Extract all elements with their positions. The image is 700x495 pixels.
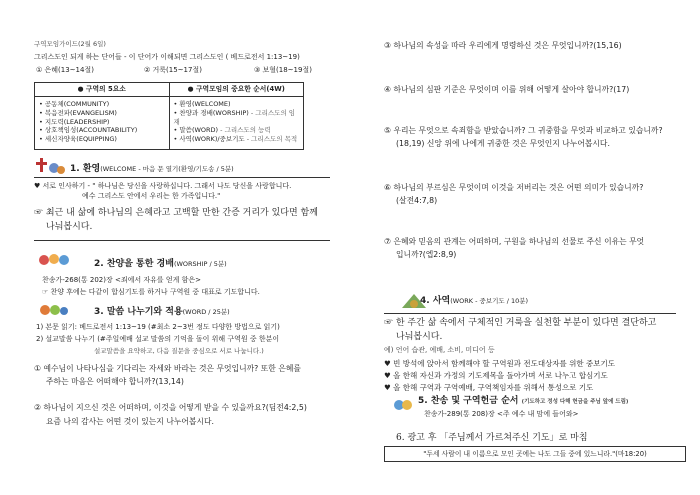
question-6: ⑥ 하나님의 부르심은 무엇이며 이것을 저버리는 것은 어떤 의미가 있습니까? bbox=[384, 183, 644, 192]
testimony-question: ☞ 최근 내 삶에 하나님의 은혜라고 고백할 만한 간증 거리가 있다면 함께 bbox=[34, 208, 318, 218]
hymn-289: 찬송가-289(통 208)장 <주 예수 내 맘에 들어와> bbox=[424, 410, 579, 418]
guide-date: 구역모임가이드(2월 6일) bbox=[34, 40, 106, 48]
welcome-icon bbox=[36, 156, 66, 178]
section-work-title: 4. 사역(WORK - 중보기도 / 10분) bbox=[420, 296, 529, 306]
divider bbox=[384, 313, 676, 314]
question-3: ③ 하나님의 속성을 따라 우리에게 명령하신 것은 무엇입니까?(15,16) bbox=[384, 41, 622, 50]
question-1: ① 예수님이 나타나심을 기다리는 자세와 바라는 것은 무엇입니까? 또한 은혜를 bbox=[34, 364, 301, 373]
section-offering-title: 5. 찬송 및 구역헌금 순서 (기도하고 정성 다해 헌금을 주님 앞에 드림) bbox=[418, 396, 629, 406]
work-example: 예) 언어 습관, 예배, 소비, 미디어 등 bbox=[384, 346, 495, 354]
list-item: • 환영(WELCOME) bbox=[173, 100, 231, 109]
question-2-b: 요즘 나의 감사는 어떤 것이 있는지 나누어봅시다. bbox=[46, 417, 214, 426]
greeting-line: ♥ 서로 인사하기 - " 하나님은 당신을 사랑하십니다. 그래서 나도 당신을 사랑합니다. bbox=[34, 182, 292, 190]
point-3: ③ 보혈(18~19절) bbox=[254, 66, 312, 74]
point-1: ① 은혜(13~14절) bbox=[36, 66, 94, 74]
point-2: ② 거룩(15~17절) bbox=[144, 66, 202, 74]
list-item: • 세신자양육(EQUIPPING) bbox=[39, 135, 117, 144]
work-question: ☞ 한 주간 삶 속에서 구체적인 거룩을 실천할 부분이 있다면 결단하고 bbox=[384, 318, 657, 328]
question-4: ④ 하나님의 심판 기준은 무엇이며 이를 위해 어떻게 살아야 합니까?(17) bbox=[384, 85, 630, 94]
worship-note: ☞ 찬양 후에는 다같이 합심기도를 하거나 구역원 중 대표로 기도합니다. bbox=[42, 288, 260, 296]
closing-instruction: 6. 광고 후 「주님께서 가르쳐주신 기도」로 마침 bbox=[396, 433, 588, 443]
sermon-share: 2) 설교말씀 나누기 (#주일예배 설교 말씀의 기억을 돌이 위해 구역원 중 한분이 bbox=[36, 335, 280, 343]
worship-icon bbox=[38, 251, 72, 267]
section-welcome-title: 1. 환영(WELCOME - 마음 문 열기(환영/기도송 / 5분) bbox=[70, 164, 234, 174]
list-item: • 공동체(COMMUNITY) bbox=[39, 100, 110, 109]
sermon-share-2: 설교말씀을 요약하고, 다음 질문을 중심으로 서로 나눕니다.) bbox=[94, 347, 264, 355]
closing-verse: "두세 사람이 내 이름으로 모인 곳에는 나도 그들 중에 있느니라."(마18:20) bbox=[384, 446, 686, 462]
section-worship-title: 2. 찬양을 통한 경배(WORSHIP / 5분) bbox=[94, 259, 227, 269]
divider bbox=[34, 240, 330, 241]
prayer-item-3: ♥ 올 한해 구역과 구역예배, 구역책임자를 위해서 통성으로 기도 bbox=[384, 383, 594, 392]
box-title: ● 구역의 5요소 bbox=[35, 83, 169, 97]
question-1-b: 주하는 마음은 어떠해야 합니까?(13,14) bbox=[46, 377, 184, 386]
section-word-title: 3. 말씀 나누기와 적용(WORD / 25분) bbox=[94, 307, 230, 317]
reading-instruction: 1) 본문 읽기: 베드로전서 1:13~19 (#최소 2~3번 정도 다양한 방법으로 읽기) bbox=[36, 323, 280, 331]
list-item: • 찬양과 경배(WORSHIP) - 그리스도의 임재 bbox=[173, 108, 296, 126]
list-item: • 지도력(LEADERSHIP) bbox=[39, 117, 110, 126]
divider bbox=[34, 177, 330, 178]
prayer-item-2: ♥ 올 한해 자신과 가정의 기도제목을 돌아가며 서로 나누고 합심기도 bbox=[384, 371, 608, 380]
four-w-box bbox=[169, 83, 304, 149]
question-6-b: (살전4:7,8) bbox=[396, 196, 438, 205]
five-elements-box bbox=[35, 83, 169, 149]
question-5: ⑤ 우리는 무엇으로 속죄함을 받았습니까? 그 귀중함을 무엇과 비교하고 있습니까? bbox=[384, 126, 663, 135]
question-7-b: 입니까?(엡2:8,9) bbox=[396, 250, 457, 259]
prayer-item-1: ♥ 빈 방석에 앉아서 함께해야 할 구역원과 전도대상자를 위한 중보기도 bbox=[384, 359, 616, 368]
list-item: • 복음전파(EVANGELISM) bbox=[39, 108, 117, 117]
hymn-268: 찬송가-268(통 202)장 <죄에서 자유를 얻게 함은> bbox=[42, 276, 201, 284]
question-5-b: (18,19) 신앙 위에 나에게 귀중한 것은 무엇인지 나누어봅시다. bbox=[396, 139, 610, 148]
work-question-2: 나눠봅시다. bbox=[396, 332, 443, 342]
list-item: • 상호책임성(ACCOUNTABILITY) bbox=[39, 126, 138, 135]
list-item: • 사역(WORK)/중보기도 - 그리스도의 목적 bbox=[173, 135, 298, 144]
list-item: • 말씀(WORD) - 그리스도의 능력 bbox=[173, 126, 271, 135]
offering-icon bbox=[392, 396, 414, 414]
cell-elements-table bbox=[34, 82, 304, 150]
greeting-line-2: 예수 그리스도 안에서 우리는 한 가족입니다." bbox=[82, 192, 221, 200]
question-7: ⑦ 은혜와 믿음의 관계는 어떠하며, 구원을 하나님의 선물로 주신 이유는 무엇 bbox=[384, 237, 645, 246]
box-title: ● 구역모임의 중요한 순서(4W) bbox=[170, 83, 304, 97]
question-2: ② 하나님이 지으신 것은 어떠하며, 이것을 어떻게 받을 수 있을까요?(딤전4:2,5) bbox=[34, 403, 307, 412]
sermon-title: 그리스도인 되게 하는 단어들 - 이 단어가 이해되면 그리스도인 ( 베드로전서 1:13~19) bbox=[34, 53, 300, 61]
testimony-question-2: 나눠봅시다. bbox=[46, 222, 93, 232]
word-icon bbox=[38, 302, 68, 318]
